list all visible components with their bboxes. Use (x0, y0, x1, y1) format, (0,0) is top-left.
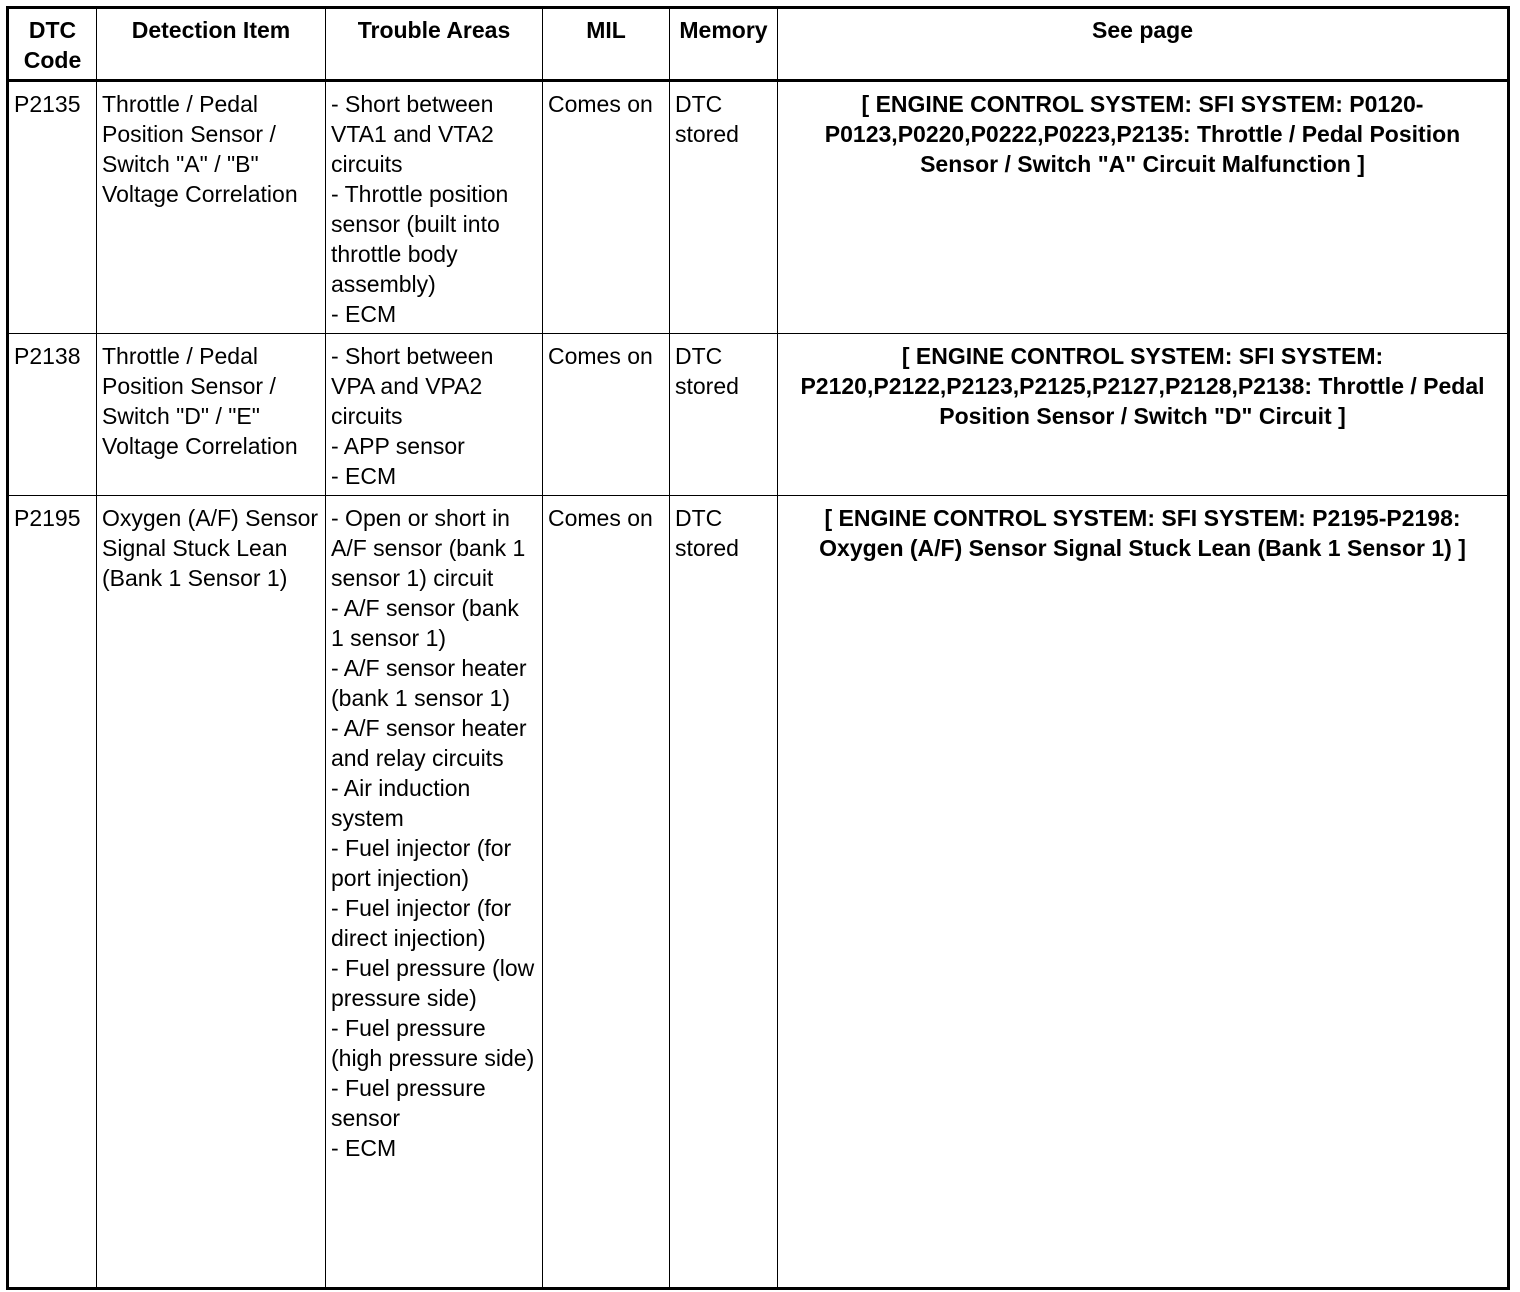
trouble-area-item: - Fuel pressure (high pressure side) (331, 1015, 535, 1071)
table-body (8, 81, 1509, 1289)
trouble-area-item: - ECM (331, 301, 397, 327)
header-memory: Memory (670, 8, 778, 81)
trouble-area-item: - A/F sensor heater and relay circuits (331, 715, 527, 771)
trouble-areas-cell (326, 81, 543, 334)
trouble-area-item: - Short between VTA1 and VTA2 circuits (331, 91, 494, 177)
table-header (8, 8, 1509, 81)
see-page-link[interactable]: [ ENGINE CONTROL SYSTEM: SFI SYSTEM: P2120,P2122,P2123,P2125,P2127,P2128,P2138: Throttle / Pedal Position Sensor / Switch "D" Circuit ] (778, 334, 1509, 496)
mil-cell: Comes on (543, 81, 670, 334)
trouble-areas-cell (326, 496, 543, 1289)
header-mil: MIL (543, 8, 670, 81)
trouble-area-item: - ECM (331, 463, 397, 489)
dtc-code-cell: P2195 (8, 496, 97, 1289)
trouble-area-item: - A/F sensor heater (bank 1 sensor 1) (331, 655, 527, 711)
trouble-area-item: - Fuel injector (for direct injection) (331, 895, 512, 951)
trouble-area-item: - Fuel pressure sensor (331, 1075, 486, 1131)
detection-item-cell: Throttle / Pedal Position Sensor / Switch "D" / "E" Voltage Correlation (97, 334, 326, 496)
dtc-code-cell: P2138 (8, 334, 97, 496)
table-row (8, 334, 1509, 496)
memory-cell: DTC stored (670, 334, 778, 496)
see-page-link[interactable]: [ ENGINE CONTROL SYSTEM: SFI SYSTEM: P0120-P0123,P0220,P0222,P0223,P2135: Throttle / Pedal Position Sensor / Switch "A" Circuit Malfunction ] (778, 81, 1509, 334)
detection-item-cell: Throttle / Pedal Position Sensor / Switch "A" / "B" Voltage Correlation (97, 81, 326, 334)
memory-cell: DTC stored (670, 81, 778, 334)
detection-item-cell: Oxygen (A/F) Sensor Signal Stuck Lean (Bank 1 Sensor 1) (97, 496, 326, 1289)
trouble-area-item: - Short between VPA and VPA2 circuits (331, 343, 494, 429)
trouble-area-item: - Fuel pressure (low pressure side) (331, 955, 535, 1011)
table-row (8, 81, 1509, 334)
memory-cell: DTC stored (670, 496, 778, 1289)
mil-cell: Comes on (543, 496, 670, 1289)
header-see-page: See page (778, 8, 1509, 81)
table-row (8, 496, 1509, 1289)
header-detection-item: Detection Item (97, 8, 326, 81)
trouble-area-item: - APP sensor (331, 433, 465, 459)
mil-cell: Comes on (543, 334, 670, 496)
trouble-area-item: - Throttle position sensor (built into throttle body assembly) (331, 181, 509, 297)
header-row (8, 8, 1509, 81)
trouble-area-item: - ECM (331, 1135, 397, 1161)
trouble-area-item: - Open or short in A/F sensor (bank 1 sensor 1) circuit (331, 505, 526, 591)
trouble-areas-cell (326, 334, 543, 496)
trouble-area-item: - Air induction system (331, 775, 471, 831)
dtc-code-cell: P2135 (8, 81, 97, 334)
see-page-link[interactable]: [ ENGINE CONTROL SYSTEM: SFI SYSTEM: P2195-P2198: Oxygen (A/F) Sensor Signal Stuck Lean (Bank 1 Sensor 1) ] (778, 496, 1509, 1289)
trouble-area-item: - Fuel injector (for port injection) (331, 835, 512, 891)
header-trouble-areas: Trouble Areas (326, 8, 543, 81)
header-dtc-code: DTC Code (8, 8, 97, 81)
dtc-table (6, 6, 1510, 1290)
trouble-area-item: - A/F sensor (bank 1 sensor 1) (331, 595, 519, 651)
